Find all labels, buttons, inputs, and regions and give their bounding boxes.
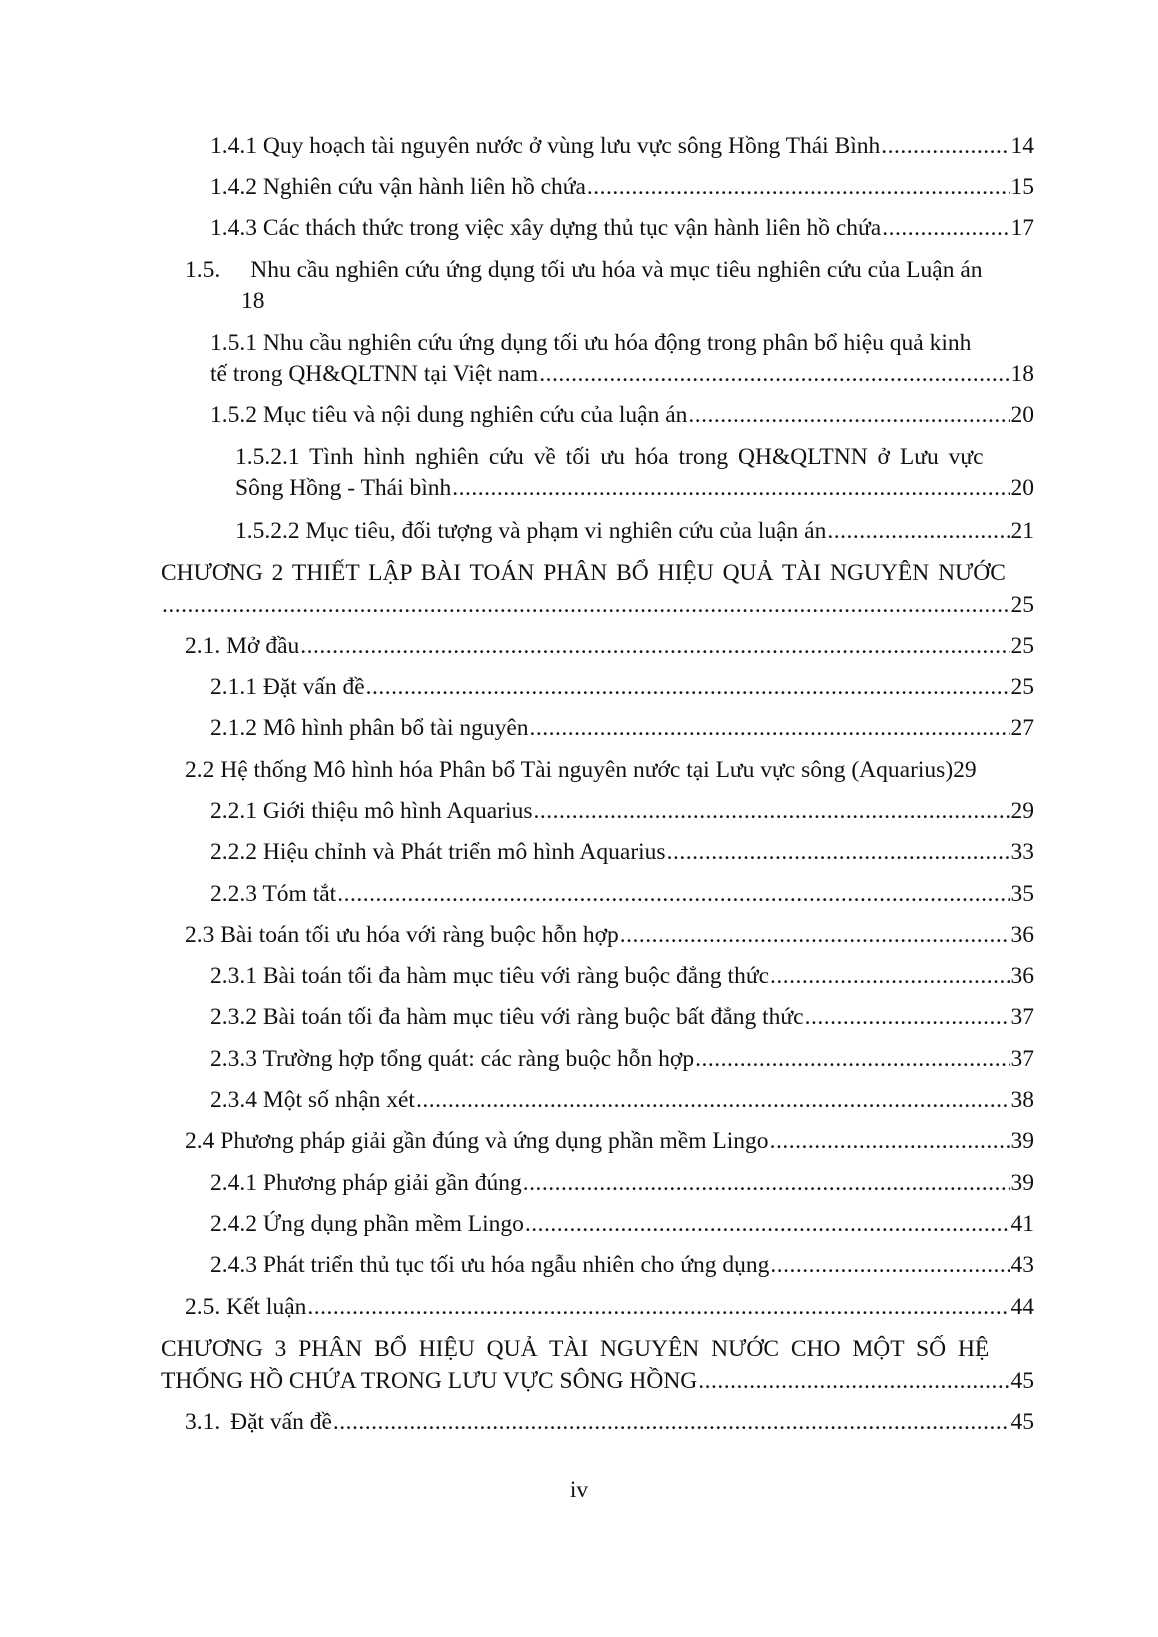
toc-entry[interactable]	[210, 713, 1034, 743]
toc-entry-title: 2.1. Mở đầu	[185, 633, 300, 659]
toc-entry-title: 2.5. Kết luận	[185, 1294, 307, 1320]
toc-entry-title: Nhu cầu nghiên cứu ứng dụng tối ưu hóa và mục tiêu nghiên cứu của Luận án	[250, 257, 983, 283]
toc-entry-title-line2: tế trong QH&QLTNN tại Việt nam	[210, 361, 539, 387]
toc-entry[interactable]	[185, 255, 983, 285]
toc-entry-title: 2.3 Bài toán tối ưu hóa với ràng buộc hỗn hợp	[185, 922, 619, 948]
toc-entry[interactable]	[210, 359, 1034, 389]
dot-leader	[620, 920, 1010, 950]
toc-entry[interactable]	[185, 631, 1034, 661]
toc-entry-title: 2.4 Phương pháp giải gần đúng và ứng dụng phần mềm Lingo	[185, 1128, 769, 1154]
toc-entry-title: 2.3.2 Bài toán tối đa hàm mục tiêu với ràng buộc bất đẳng thức	[210, 1004, 804, 1030]
dot-leader	[770, 1126, 1010, 1156]
toc-entry-title: 2.3.1 Bài toán tối đa hàm mục tiêu với ràng buộc đẳng thức	[210, 963, 770, 989]
dot-leader	[695, 1044, 1009, 1074]
toc-entry-number: 1.5.	[185, 257, 221, 283]
toc-entry-page: 36	[1010, 922, 1034, 948]
toc-entry-title: 2.3.3 Trường hợp tổng quát: các ràng buộc hỗn hợp	[210, 1046, 695, 1072]
dot-leader	[770, 961, 1009, 991]
toc-entry-title-line2: THỐNG HỒ CHỨA TRONG LƯU VỰC SÔNG HỒNG	[161, 1368, 698, 1394]
dot-leader	[162, 590, 1010, 620]
toc-entry-title: 2.4.1 Phương pháp giải gần đúng	[210, 1170, 522, 1196]
toc-entry-page: 27	[1010, 715, 1034, 741]
dot-leader	[366, 672, 1010, 702]
page-number: iv	[569, 1477, 589, 1503]
toc-entry[interactable]	[161, 1366, 1034, 1396]
toc-entry-title: 1.4.1 Quy hoạch tài nguyên nước ở vùng lưu vực sông Hồng Thái Bình	[210, 133, 881, 159]
dot-leader	[770, 1250, 1009, 1280]
toc-entry-page: 18	[1010, 361, 1034, 387]
toc-entry[interactable]	[235, 473, 1034, 503]
toc-entry[interactable]	[210, 1044, 1034, 1074]
toc-entry[interactable]	[185, 1292, 1034, 1322]
dot-leader	[688, 400, 1009, 430]
toc-entry[interactable]	[210, 1085, 1034, 1115]
toc-entry-page: 25	[1010, 674, 1034, 700]
toc-entry-title-line2: Sông Hồng - Thái bình	[235, 475, 452, 501]
toc-entry-page: 15	[1010, 174, 1034, 200]
toc-entry-title: 2.1.1 Đặt vấn đề	[210, 674, 365, 700]
dot-leader	[881, 131, 1009, 161]
dot-leader	[452, 473, 1009, 503]
toc-entry-page: 21	[1010, 518, 1034, 544]
dot-leader	[333, 1407, 1010, 1437]
toc-entry-title: 1.5.2 Mục tiêu và nội dung nghiên cứu của luận án	[210, 402, 688, 428]
toc-entry-title: 2.1.2 Mô hình phân bổ tài nguyên	[210, 715, 529, 741]
toc-entry-page: 33	[1010, 839, 1034, 865]
toc-entry[interactable]	[210, 1209, 1034, 1239]
toc-entry-number: 3.1.	[185, 1409, 221, 1435]
toc-entry-page: 20	[1010, 402, 1034, 428]
dot-leader	[300, 631, 1009, 661]
toc-entry-page: 45	[1010, 1409, 1034, 1435]
toc-entry[interactable]	[210, 796, 1034, 826]
toc-entry-page: 39	[1010, 1128, 1034, 1154]
toc-entry-page: 17	[1010, 215, 1034, 241]
toc-entry-title: 2.2.1 Giới thiệu mô hình Aquarius	[210, 798, 533, 824]
toc-entry[interactable]	[210, 672, 1034, 702]
dot-leader	[587, 172, 1010, 202]
toc-entry[interactable]	[185, 920, 1034, 950]
toc-entry[interactable]	[210, 213, 1034, 243]
dot-leader	[882, 213, 1009, 243]
toc-entry-title: 2.2 Hệ thống Mô hình hóa Phân bổ Tài nguyên nước tại Lưu vực sông (Aquarius)	[185, 757, 954, 783]
toc-entry-title: 1.5.2.2 Mục tiêu, đối tượng và phạm vi nghiên cứu của luận án	[235, 518, 827, 544]
toc-entry[interactable]	[210, 1250, 1034, 1280]
dot-leader	[805, 1002, 1010, 1032]
toc-entry[interactable]	[185, 755, 1034, 785]
dot-leader	[416, 1085, 1010, 1115]
toc-chapter-title[interactable]: CHƯƠNG 3 PHÂN BỔ HIỆU QUẢ TÀI NGUYÊN NƯỚC CHO MỘT SỐ HỆ	[161, 1336, 990, 1362]
toc-entry-page: 29	[1010, 798, 1034, 824]
toc-entry-title-line1[interactable]: 1.5.2.1 Tình hình nghiên cứu về tối ưu hóa trong QH&QLTNN ở Lưu vực	[235, 444, 984, 470]
dot-leader	[530, 713, 1010, 743]
toc-entry-title: 2.2.3 Tóm tắt	[210, 881, 337, 907]
toc-entry-page: 29	[953, 757, 977, 783]
toc-entry-page: 37	[1010, 1046, 1034, 1072]
toc-entry-page: 36	[1010, 963, 1034, 989]
dot-leader	[307, 1292, 1009, 1322]
toc-entry-page: 44	[1010, 1294, 1034, 1320]
toc-chapter-title[interactable]: CHƯƠNG 2 THIẾT LẬP BÀI TOÁN PHÂN BỔ HIỆU QUẢ TÀI NGUYÊN NƯỚC	[161, 560, 1006, 586]
dot-leader	[698, 1366, 1009, 1396]
toc-entry[interactable]	[210, 961, 1034, 991]
dot-leader	[539, 359, 1009, 389]
toc-entry[interactable]	[185, 1407, 1034, 1437]
toc-entry-page: 38	[1010, 1087, 1034, 1113]
toc-entry[interactable]	[161, 590, 1034, 620]
dot-leader	[827, 516, 1009, 546]
toc-entry-page: 18	[241, 288, 265, 314]
toc-entry[interactable]	[235, 516, 1034, 546]
toc-entry[interactable]	[210, 879, 1034, 909]
toc-entry-title: 2.2.2 Hiệu chỉnh và Phát triển mô hình Aquarius	[210, 839, 666, 865]
dot-leader	[667, 837, 1010, 867]
toc-entry-title: 2.4.2 Ứng dụng phần mềm Lingo	[210, 1211, 524, 1237]
toc-entry-page: 35	[1010, 881, 1034, 907]
toc-entry-title: 1.4.2 Nghiên cứu vận hành liên hồ chứa	[210, 174, 586, 200]
toc-entry-page: 39	[1010, 1170, 1034, 1196]
toc-entry-page: 25	[1010, 633, 1034, 659]
toc-entry[interactable]	[210, 400, 1034, 430]
toc-entry[interactable]	[210, 1002, 1034, 1032]
toc-entry[interactable]	[185, 1126, 1034, 1156]
toc-entry-page: 45	[1010, 1368, 1034, 1394]
toc-entry-title: 2.4.3 Phát triển thủ tục tối ưu hóa ngẫu nhiên cho ứng dụng	[210, 1252, 770, 1278]
toc-entry[interactable]	[210, 131, 1034, 161]
toc-entry-title: 1.4.3 Các thách thức trong việc xây dựng thủ tục vận hành liên hồ chứa	[210, 215, 882, 241]
toc-entry[interactable]	[210, 1168, 1034, 1198]
toc-entry[interactable]	[210, 837, 1034, 867]
dot-leader	[525, 1209, 1010, 1239]
toc-entry-page: 25	[1010, 592, 1034, 618]
toc-entry-page: 20	[1010, 475, 1034, 501]
toc-entry-title: Đặt vấn đề	[230, 1409, 332, 1435]
toc-entry-page: 41	[1010, 1211, 1034, 1237]
toc-entry-page: 43	[1010, 1252, 1034, 1278]
toc-entry-title: 2.3.4 Một số nhận xét	[210, 1087, 415, 1113]
toc-entry-title-line1[interactable]: 1.5.1 Nhu cầu nghiên cứu ứng dụng tối ưu hóa động trong phân bổ hiệu quả kinh	[210, 330, 972, 356]
toc-entry-page: 14	[1010, 133, 1034, 159]
toc-entry[interactable]	[210, 172, 1034, 202]
toc-entry-page: 37	[1010, 1004, 1034, 1030]
dot-leader	[337, 879, 1009, 909]
dot-leader	[533, 796, 1009, 826]
dot-leader	[523, 1168, 1010, 1198]
